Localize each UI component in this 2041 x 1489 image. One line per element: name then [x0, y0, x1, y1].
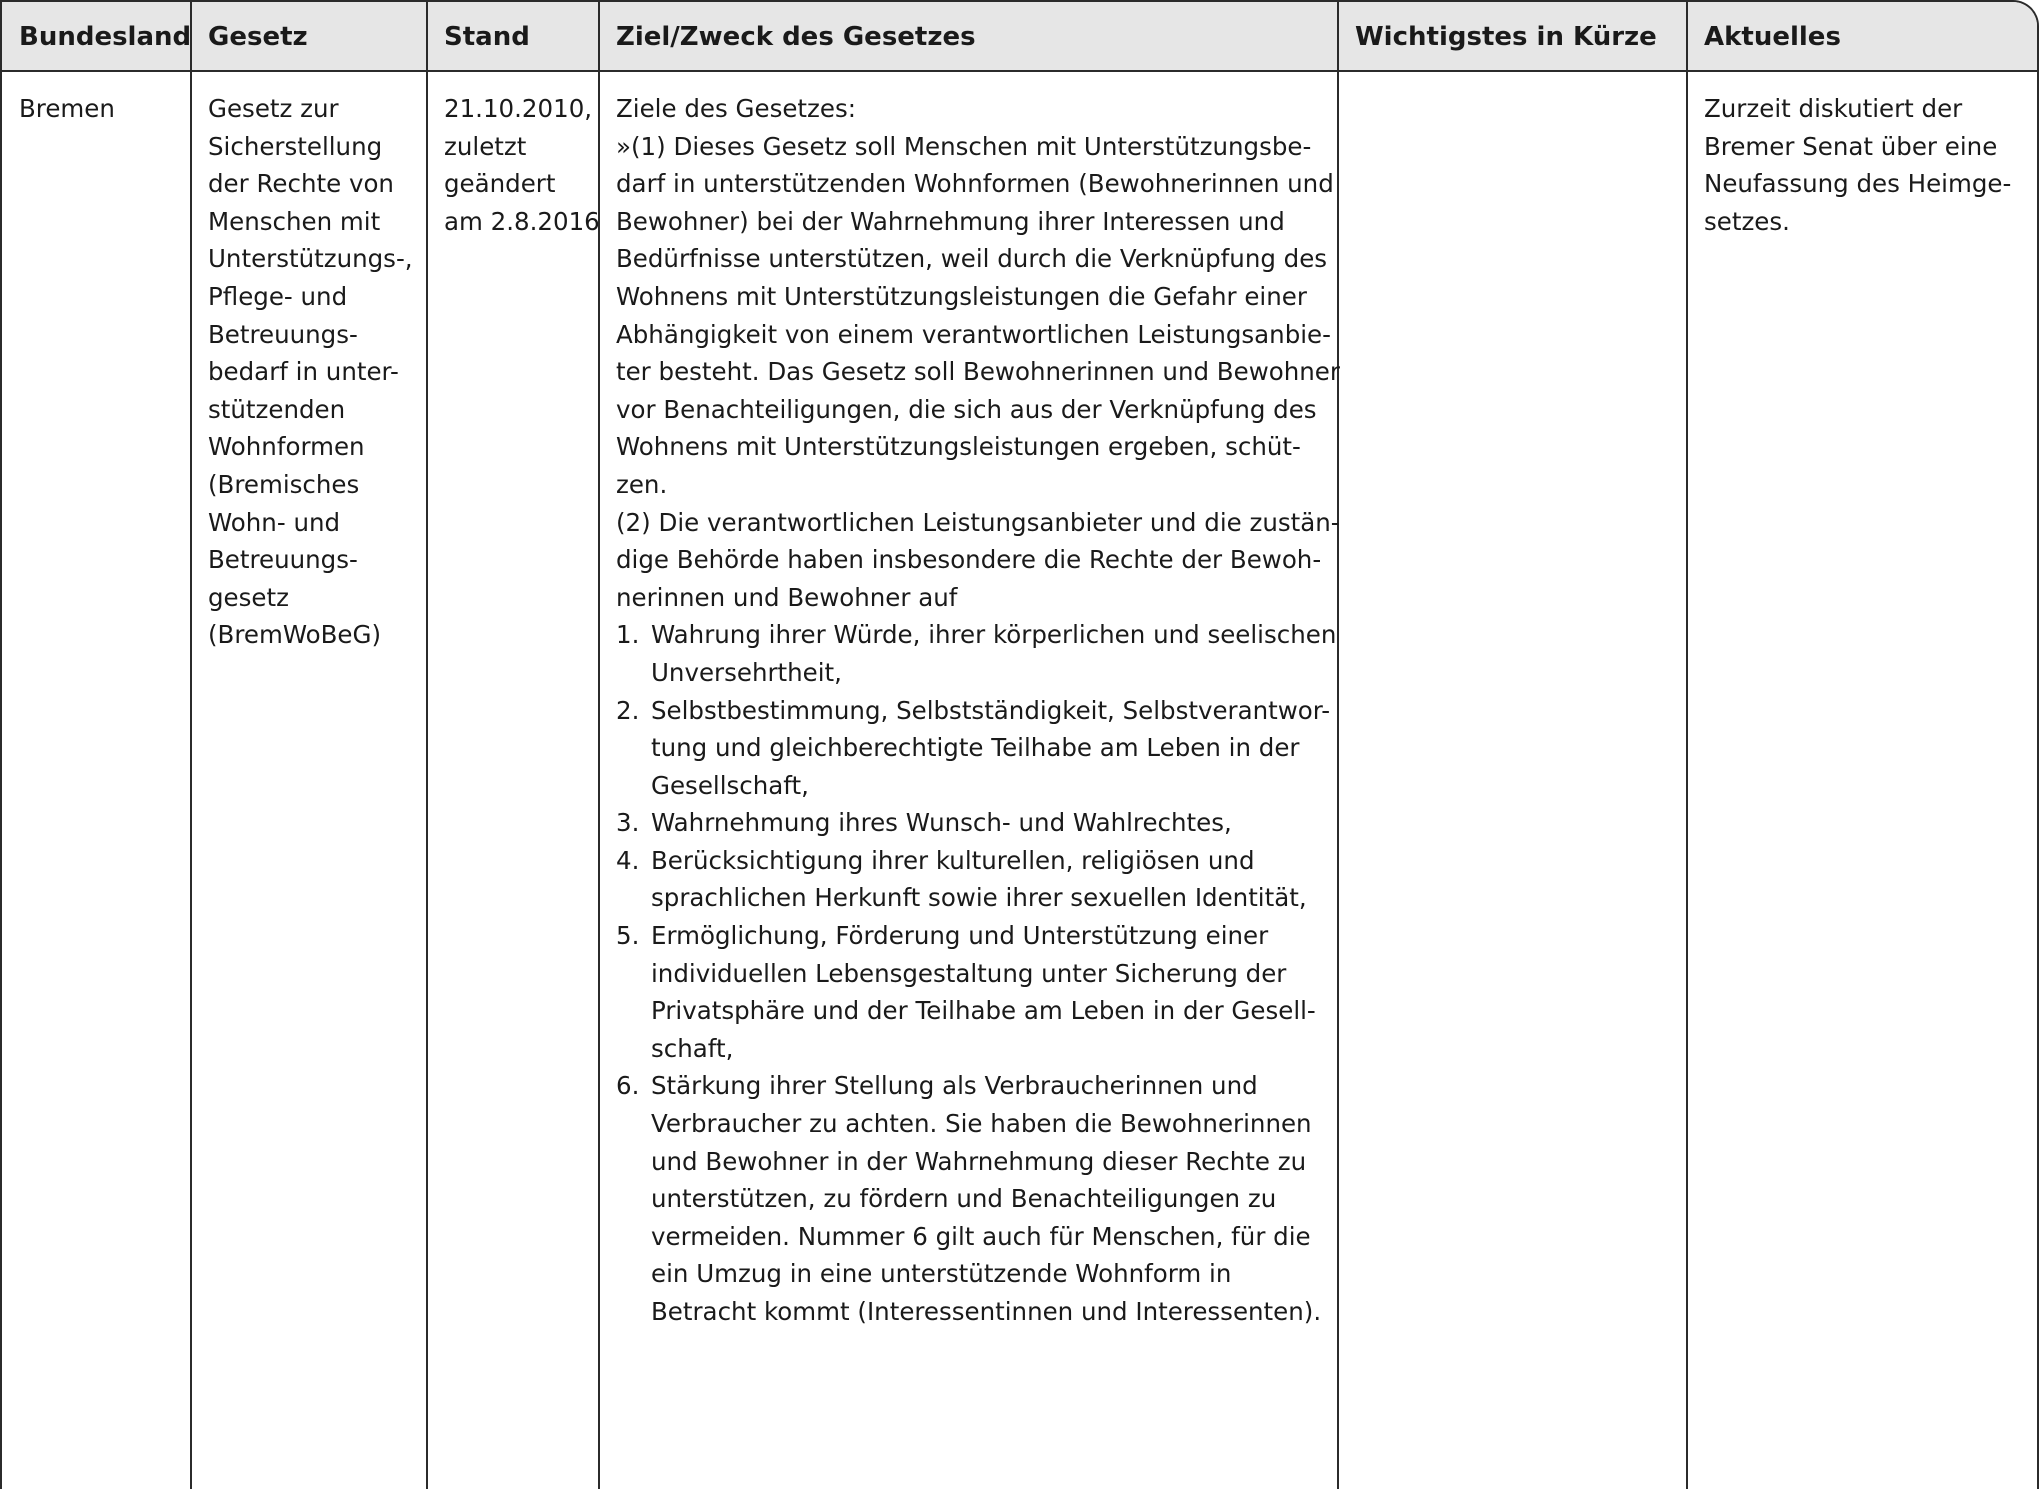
aktuelles-text-line: Zurzeit diskutiert der [1704, 94, 1963, 123]
gesetz-text-line: Pflege- und [208, 281, 348, 311]
list-item-text-line: Berücksichtigung ihrer kulturellen, religiösen und [651, 845, 1255, 875]
list-item-text-line: Gesellschaft, [651, 770, 809, 800]
list-item-text-line: Ermöglichung, Förderung und Unterstützung einer [651, 921, 1269, 951]
ziel-text-line: Wohnens mit Unterstützungsleistungen die Gefahr einer [616, 281, 1307, 311]
gesetz-text-line: der Rechte von [208, 169, 394, 199]
list-item-text-line: individuellen Lebensgestaltung unter Sicherung der [651, 958, 1287, 988]
list-item [616, 616, 1340, 691]
list-item [616, 842, 1340, 917]
gesetz-text-line: bedarf in unter- [208, 357, 399, 387]
gesetz-text-line: (Bremisches [208, 469, 360, 499]
ziel-text-line: Bewohner) bei der Wahrnehmung ihrer Interessen und [616, 206, 1285, 236]
ziel-text-line: dige Behörde haben insbesondere die Rechte der Bewoh- [616, 545, 1322, 575]
column-divider [190, 2, 192, 1489]
header-gesetz: Gesetz [208, 22, 308, 52]
gesetz-text-line: Unterstützungs-, [208, 244, 413, 274]
list-item-text-line: ein Umzug in eine unterstützende Wohnform in [651, 1259, 1232, 1289]
list-item [616, 692, 1340, 805]
list-item-text-line: sprachlichen Herkunft sowie ihrer sexuellen Identität, [651, 883, 1307, 913]
list-item-text-line: Selbstbestimmung, Selbstständigkeit, Selbstverantwor- [651, 695, 1331, 725]
ziel-text-line: nerinnen und Bewohner auf [616, 582, 958, 612]
cell-stand [444, 90, 600, 240]
list-item-number: 2. [616, 695, 640, 725]
ziel-text-line: Bedürfnisse unterstützen, weil durch die Verknüpfung des [616, 244, 1328, 274]
list-item-text-line: Stärkung ihrer Stellung als Verbraucherinnen und [651, 1071, 1258, 1101]
cell-ziel [616, 90, 1340, 1331]
header-bundesland: Bundesland [19, 22, 192, 52]
gesetz-text-line: Wohnformen [208, 432, 365, 462]
gesetz-text-line: Menschen mit [208, 206, 381, 236]
ziel-numbered-list [616, 616, 1340, 1330]
cell-bundesland: Bremen [19, 94, 115, 123]
list-item-text-line: Wahrung ihrer Würde, ihrer körperlichen und seelischen [651, 620, 1337, 650]
stand-text-line: geändert [444, 169, 556, 199]
stand-text-line: 21.10.2010, [444, 94, 593, 123]
gesetz-text-line: Gesetz zur [208, 94, 339, 123]
gesetz-text-line: Betreuungs- [208, 545, 358, 575]
ziel-text-line: Wohnens mit Unterstützungsleistungen ergeben, schüt- [616, 432, 1301, 462]
header-stand: Stand [444, 22, 530, 52]
list-item-number: 6. [616, 1071, 640, 1101]
ziel-text-line: (2) Die verantwortlichen Leistungsanbieter und die zustän- [616, 507, 1340, 537]
stand-text-line: am 2.8.2016 [444, 206, 600, 236]
column-divider [1686, 2, 1688, 1489]
list-item [616, 804, 1340, 842]
list-item-text-line: Wahrnehmung ihres Wunsch- und Wahlrechtes, [651, 808, 1232, 838]
aktuelles-text-line: Neufassung des Heimge- [1704, 169, 2012, 199]
aktuelles-text-line: Bremer Senat über eine [1704, 131, 1998, 161]
header-wichtigstes: Wichtigstes in Kürze [1355, 22, 1657, 52]
ziel-text-line: ter besteht. Das Gesetz soll Bewohnerinnen und Bewohner [616, 357, 1340, 387]
gesetz-text-line: Betreuungs- [208, 319, 358, 349]
ziel-text-line: darf in unterstützenden Wohnformen (Bewohnerinnen und [616, 169, 1334, 199]
ziel-text-line: Abhängigkeit von einem verantwortlichen Leistungsanbie- [616, 319, 1331, 349]
cell-gesetz [208, 90, 413, 654]
gesetz-text-line: gesetz [208, 582, 289, 612]
column-divider [426, 2, 428, 1489]
ziel-text-line: vor Benachteiligungen, die sich aus der Verknüpfung des [616, 394, 1317, 424]
list-item-text-line: Verbraucher zu achten. Sie haben die Bewohnerinnen [651, 1109, 1312, 1139]
gesetz-text-line: Wohn- und [208, 507, 341, 537]
gesetz-text-line: Sicherstellung [208, 131, 383, 161]
stand-text-line: zuletzt [444, 131, 527, 161]
ziel-intro-text [616, 90, 1340, 616]
list-item-text-line: vermeiden. Nummer 6 gilt auch für Menschen, für die [651, 1221, 1311, 1251]
gesetz-text-line: (BremWoBeG) [208, 620, 382, 650]
list-item-text-line: unterstützen, zu fördern und Benachteiligungen zu [651, 1184, 1277, 1214]
list-item [616, 1067, 1340, 1330]
ziel-text-line: »(1) Dieses Gesetz soll Menschen mit Unterstützungsbe- [616, 131, 1312, 161]
aktuelles-text-line: setzes. [1704, 206, 1790, 236]
list-item-text-line: Privatsphäre und der Teilhabe am Leben in der Gesell- [651, 996, 1316, 1026]
ziel-text-line: Ziele des Gesetzes: [616, 94, 856, 123]
list-item-number: 3. [616, 808, 640, 838]
gesetz-text-line: stützenden [208, 394, 346, 424]
cell-aktuelles [1704, 90, 2011, 240]
list-item-number: 4. [616, 845, 640, 875]
list-item-text-line: schaft, [651, 1033, 734, 1063]
list-item-text-line: Betracht kommt (Interessentinnen und Interessenten). [651, 1297, 1322, 1326]
ziel-text-line: zen. [616, 469, 668, 499]
list-item-text-line: tung und gleichberechtigte Teilhabe am Leben in der [651, 733, 1300, 763]
header-ziel: Ziel/Zweck des Gesetzes [616, 22, 976, 52]
list-item-text-line: und Bewohner in der Wahrnehmung dieser Rechte zu [651, 1146, 1307, 1176]
header-aktuelles: Aktuelles [1704, 22, 1841, 52]
list-item [616, 917, 1340, 1067]
list-item-number: 1. [616, 620, 640, 650]
list-item-number: 5. [616, 921, 640, 951]
list-item-text-line: Unversehrtheit, [651, 657, 842, 687]
